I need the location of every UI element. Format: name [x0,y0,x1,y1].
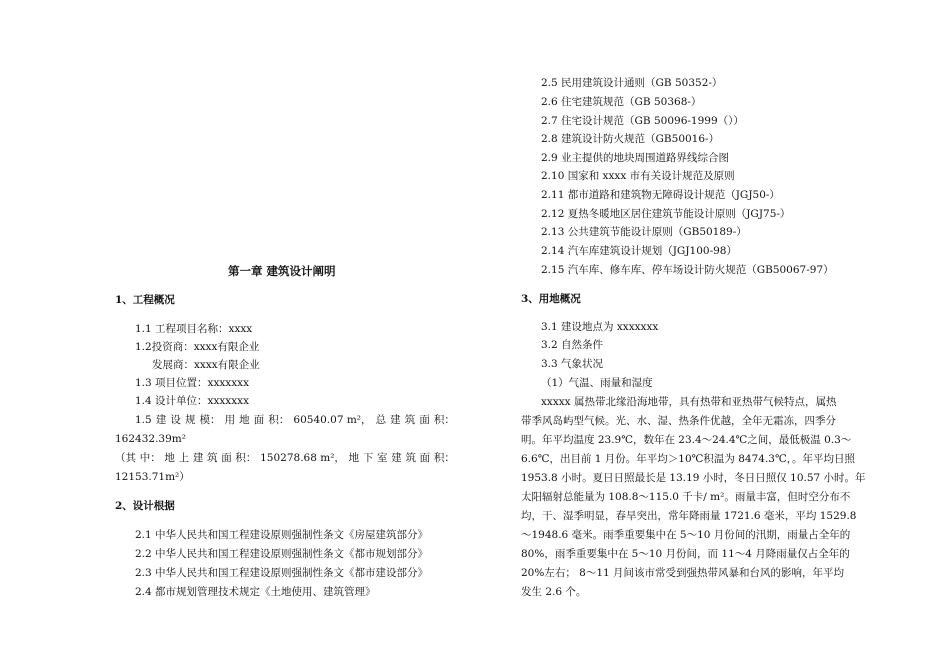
climate-paragraph-line: ～1948.6 毫米。雨季重要集中在 5～10 月份间的汛期，雨量占全年的 [521,529,851,541]
scale-text-segment: 1.5 [135,414,152,426]
basis-item: 2.15 汽车库、修车库、停车场设计防火规范（GB50067-97） [541,264,834,276]
scale-text-segment: 60540.07 m²， [293,414,372,426]
climate-paragraph-line: 太阳辐射总能量为 108.8～115.0 千卡/ m²。雨量丰富，但时空分布不 [521,491,851,503]
basis-item: 2.1 中华人民共和国工程建设原则强制性条文《房屋建筑部分》 [135,529,429,541]
basis-item: 2.6 住宅建筑规范（GB 50368-） [541,96,702,108]
scale-text-segment: 模： [199,414,221,426]
breakdown-text-segment: 筑 [207,452,218,464]
breakdown-text-segment: 积： [433,452,455,464]
basis-item: 2.14 汽车库建筑设计规划（JGJ100-98） [541,245,737,257]
basis-item: 2.5 民用建筑设计通则（GB 50352-） [541,77,723,89]
item-natural-conditions: 3.2 自然条件 [541,339,604,351]
basis-item: 2.11 都市道路和建筑物无障碍设计规范（JGJ50-） [541,189,780,201]
scale-text-segment: 建 [390,414,401,426]
climate-paragraph-line: 发生 2.6 个。 [521,586,587,598]
basis-item: 2.9 业主提供的地块周围道路界线综合图 [541,152,730,164]
climate-paragraph-line: xxxxx 属热带北缘沿海地带，具有热带和亚热带气候特点，属热 [541,396,837,408]
item-project-location: 1.3 项目位置：xxxxxxx [135,377,249,389]
section-heading-project-overview: 1、工程概况 [115,294,175,306]
climate-paragraph-line: 6.6℃，出目前 1 月份。年平均＞10℃积温为 8474.3℃，。年平均日照 [521,453,855,465]
climate-paragraph-line: 20%左右； 8～11 月间该市常受到强热带风暴和台风的影响，年平均 [521,567,845,579]
climate-paragraph-line: 80%，雨季重要集中在 5～10 月份间，而 11～4 月降雨量仅占全年的 [521,548,850,560]
breakdown-text-segment: 下 [362,452,374,464]
scale-text-segment: 积： [268,414,290,426]
scale-text-segment: 规 [184,414,196,426]
scale-text-segment: 建 [155,414,167,426]
basis-item: 2.10 国家和 xxxx 市有关设计规范及原则 [541,170,735,182]
breakdown-text-segment: 地 [164,452,175,464]
basis-item: 2.12 夏热冬暖地区居住建筑节能设计原则（JGJ75-） [541,208,791,220]
breakdown-text-segment: 面 [419,452,431,464]
breakdown-text-segment: 中： [139,452,161,464]
item-developer: 发展商：xxxx有限企业 [152,359,260,371]
item-investor: 1.2投资商：xxxx有限企业 [135,341,260,353]
item-design-unit: 1.4 设计单位：xxxxxxx [135,395,249,407]
basis-item: 2.8 建筑设计防火规范（GB50016-） [541,133,720,145]
scale-text-segment: 积： [433,414,455,426]
breakdown-text-segment: 积： [235,452,257,464]
breakdown-text-segment: （其 [115,452,136,464]
item-site-location: 3.1 建设地点为 xxxxxxx [541,321,659,333]
item-construction-scale [135,411,455,429]
item-total-area-value: 162432.39m² [115,433,186,445]
scale-text-segment: 面 [253,414,265,426]
basis-item: 2.7 住宅设计规范（GB 50096-1999（）） [541,115,744,127]
scale-text-segment: 地 [239,414,250,426]
basis-item: 2.4 都市规划管理技术规定《土地使用、建筑管理》 [135,586,376,598]
breakdown-text-segment: 上 [178,452,190,464]
basis-item: 2.3 中华人民共和国工程建设原则强制性条文《都市建设部分》 [135,567,429,579]
section-heading-design-basis: 2、设计根据 [115,500,175,512]
item-temperature-rain-humidity: （1）气温、雨量和湿度 [541,377,653,389]
item-area-breakdown [115,449,455,467]
breakdown-text-segment: 筑 [405,452,416,464]
breakdown-text-segment: 150278.68 m²， [260,452,345,464]
breakdown-text-segment: 面 [221,452,232,464]
scale-text-segment: 筑 [404,414,416,426]
scale-text-segment: 面 [419,414,430,426]
breakdown-text-segment: 地 [348,452,360,464]
scale-text-segment: 设 [170,414,181,426]
item-project-name: 1.1 工程项目名称：xxxx [135,323,253,335]
climate-paragraph-line: 1953.8 小时。夏日日照最长是 13.19 小时，冬日日照仅 10.57 小时。年 [521,472,866,484]
climate-paragraph-line: 明。年平均温度 23.9℃，数年在 23.4～24.4℃之间，最低极温 0.3～ [521,434,852,446]
chapter-title: 第一章 建筑设计阐明 [228,264,336,278]
climate-paragraph-line: 带季风岛屿型气候。光、水、湿、热条件优越，全年无霜冻，四季分 [521,415,836,427]
climate-paragraph-line: 均，干、湿季明显，春旱突出，常年降雨量 1721.6 毫米，平均 1529.8 [521,510,857,522]
breakdown-text-segment: 建 [391,452,402,464]
item-climate-conditions: 3.3 气象状况 [541,358,604,370]
scale-text-segment: 总 [375,414,387,426]
item-basement-area-value: 12153.71m²） [115,471,190,483]
basis-item: 2.13 公共建筑节能设计原则（GB50189-） [541,226,747,238]
breakdown-text-segment: 建 [192,452,204,464]
breakdown-text-segment: 室 [377,452,388,464]
basis-item: 2.2 中华人民共和国工程建设原则强制性条文《都市规划部分》 [135,548,429,560]
scale-text-segment: 用 [224,414,236,426]
section-heading-site-overview: 3、用地概况 [521,293,581,305]
